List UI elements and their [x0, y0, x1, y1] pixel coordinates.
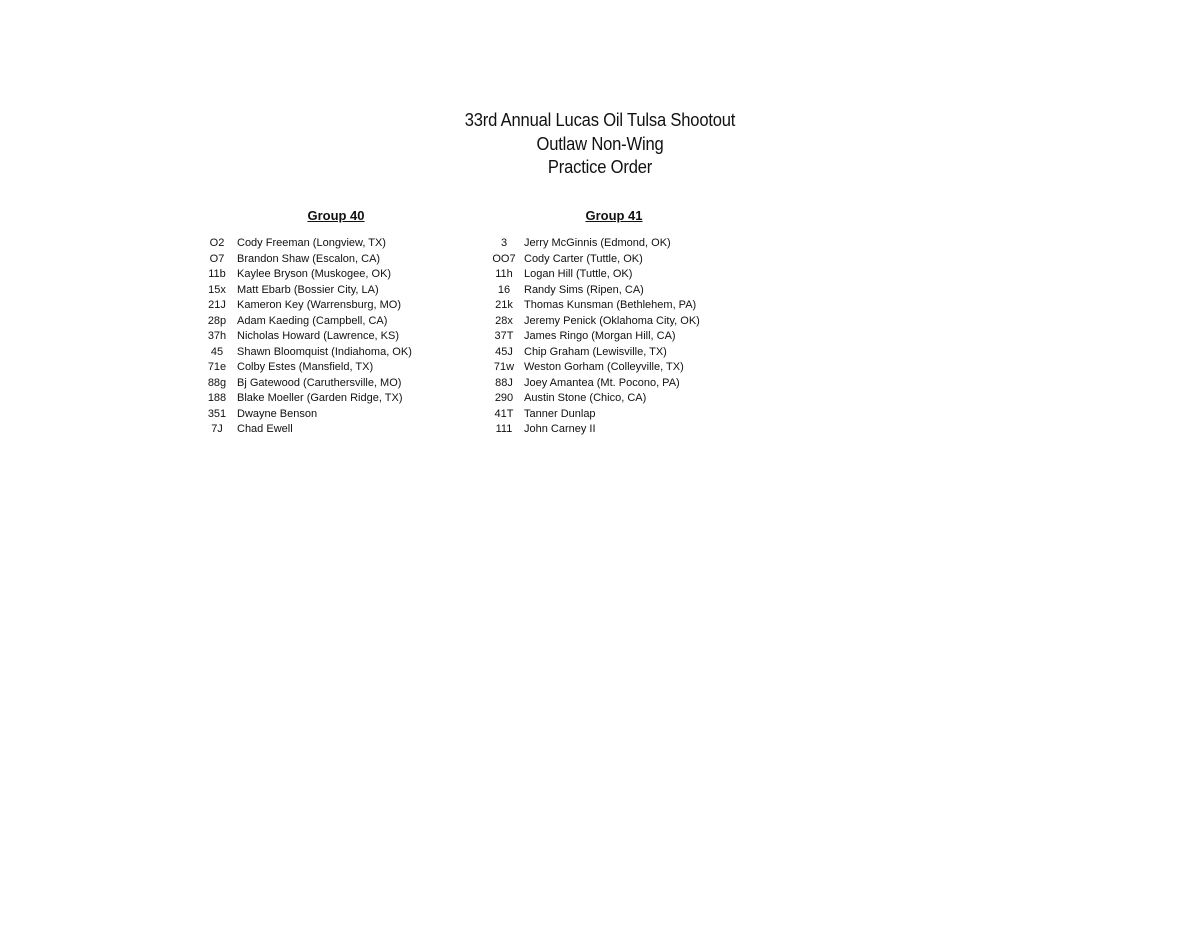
driver-name: Chip Graham (Lewisville, TX)	[524, 345, 667, 358]
car-number: 28x	[495, 314, 513, 327]
driver-name: Nicholas Howard (Lawrence, KS)	[237, 330, 400, 342]
car-number: 11h	[495, 268, 513, 280]
car-number: 28p	[207, 314, 227, 327]
car-number: OO7	[492, 252, 516, 265]
car-number: 188	[207, 392, 227, 404]
car-number: O2	[209, 237, 225, 249]
driver-name: Brandon Shaw (Escalon, CA)	[237, 252, 381, 265]
driver-name: Dwayne Benson	[237, 407, 318, 420]
car-number: 111	[495, 423, 513, 435]
driver-name: Thomas Kunsman (Bethlehem, PA)	[524, 299, 697, 311]
group-41-title: Group 41	[585, 208, 643, 223]
driver-name: Randy Sims (Ripen, CA)	[524, 283, 644, 296]
car-number: O7	[209, 252, 225, 265]
driver-name: Chad Ewell	[237, 423, 293, 435]
car-number: 21k	[495, 299, 513, 311]
driver-name: James Ringo (Morgan Hill, CA)	[524, 330, 676, 342]
driver-name: Joey Amantea (Mt. Pocono, PA)	[524, 376, 680, 389]
car-number: 290	[494, 392, 514, 404]
document-header	[0, 109, 1200, 180]
driver-name: Tanner Dunlap	[524, 407, 596, 420]
driver-name: Blake Moeller (Garden Ridge, TX)	[237, 392, 403, 404]
driver-name: Kameron Key (Warrensburg, MO)	[237, 299, 402, 311]
driver-name: Cody Freeman (Longview, TX)	[237, 237, 386, 249]
driver-name: Cody Carter (Tuttle, OK)	[524, 252, 643, 265]
driver-name: Bj Gatewood (Caruthersville, MO)	[237, 376, 402, 389]
class-title: Outlaw Non-Wing	[536, 133, 664, 154]
car-number: 21J	[208, 299, 226, 311]
car-number: 41T	[494, 407, 514, 420]
car-number: 37h	[207, 330, 227, 342]
session-title: Practice Order	[547, 157, 653, 177]
driver-name: Kaylee Bryson (Muskogee, OK)	[237, 268, 392, 280]
group-40-title: Group 40	[307, 208, 365, 223]
car-number: 71w	[493, 361, 515, 373]
car-number: 45	[210, 345, 224, 358]
car-number: 88J	[495, 376, 513, 389]
driver-name: Weston Gorham (Colleyville, TX)	[524, 361, 684, 373]
car-number: 15x	[208, 283, 226, 296]
car-number: 11b	[208, 268, 226, 280]
driver-name: John Carney II	[524, 423, 596, 435]
car-number: 45J	[495, 345, 513, 358]
driver-name: Jerry McGinnis (Edmond, OK)	[524, 237, 671, 249]
driver-name: Logan Hill (Tuttle, OK)	[524, 268, 633, 280]
event-title: 33rd Annual Lucas Oil Tulsa Shootout	[464, 110, 736, 130]
car-number: 351	[207, 407, 227, 420]
driver-name: Matt Ebarb (Bossier City, LA)	[237, 283, 379, 296]
car-number: 7J	[211, 423, 223, 435]
driver-name: Shawn Bloomquist (Indiahoma, OK)	[237, 345, 412, 358]
car-number: 71e	[207, 361, 227, 373]
driver-name: Jeremy Penick (Oklahoma City, OK)	[524, 314, 700, 327]
car-number: 3	[500, 237, 508, 249]
car-number: 16	[497, 283, 511, 296]
driver-name: Adam Kaeding (Campbell, CA)	[237, 314, 388, 327]
driver-name: Colby Estes (Mansfield, TX)	[237, 361, 374, 373]
car-number: 88g	[207, 376, 227, 389]
driver-name: Austin Stone (Chico, CA)	[524, 392, 647, 404]
car-number: 37T	[494, 330, 514, 342]
